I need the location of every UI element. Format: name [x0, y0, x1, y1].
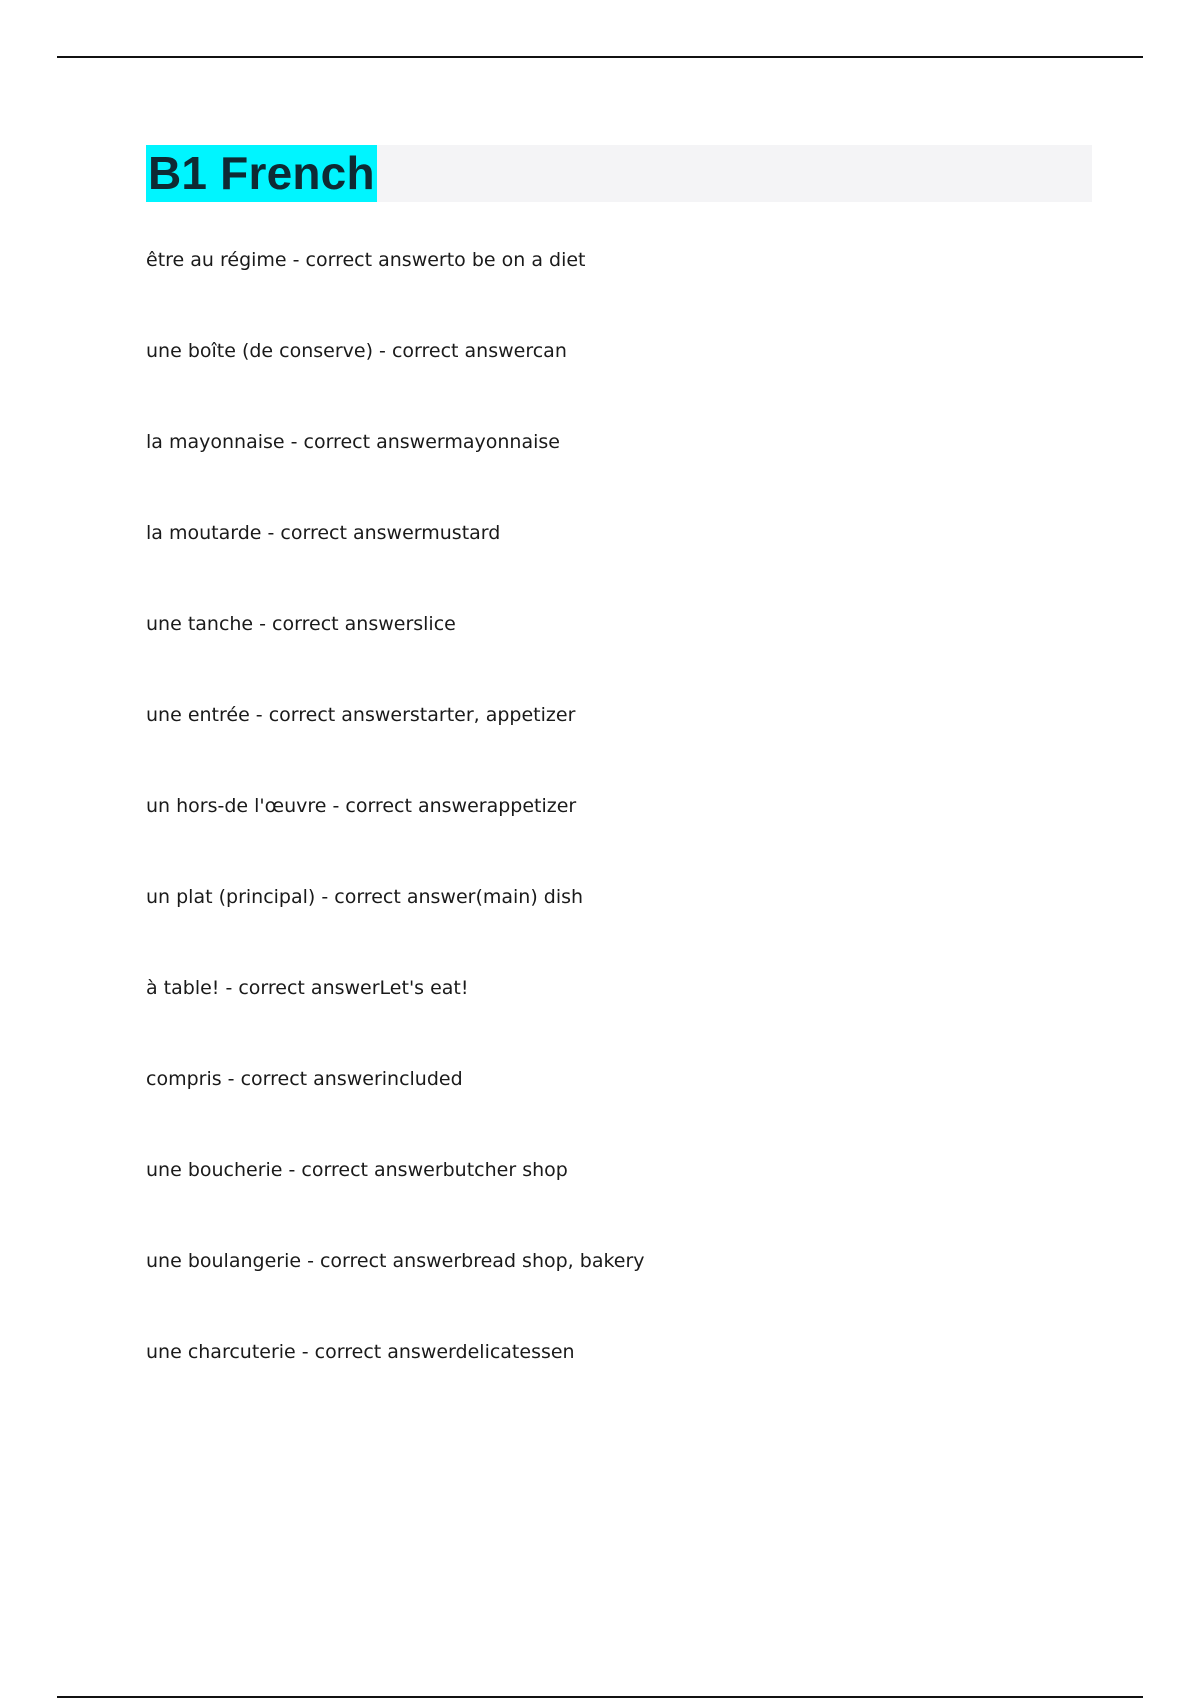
vocabulary-entry: la mayonnaise - correct answermayonnaise — [146, 431, 560, 453]
vocabulary-entry: une charcuterie - correct answerdelicatessen — [146, 1341, 575, 1363]
vocabulary-list — [146, 241, 1092, 1424]
vocabulary-entry: une boîte (de conserve) - correct answercan — [146, 340, 567, 362]
vocabulary-entry: à table! - correct answerLet's eat! — [146, 977, 469, 999]
vocabulary-entry: compris - correct answerincluded — [146, 1068, 463, 1090]
vocabulary-entry: un hors-de l'œuvre - correct answerappetizer — [146, 795, 577, 817]
title-bar — [146, 145, 1092, 202]
vocabulary-entry: être au régime - correct answerto be on a diet — [146, 249, 586, 271]
bottom-rule — [57, 1696, 1143, 1698]
vocabulary-entry: une tanche - correct answerslice — [146, 613, 456, 635]
document-title: B1 French — [146, 145, 377, 202]
vocabulary-entry: une boucherie - correct answerbutcher shop — [146, 1159, 568, 1181]
vocabulary-entry: une boulangerie - correct answerbread shop, bakery — [146, 1250, 645, 1272]
vocabulary-entry: une entrée - correct answerstarter, appetizer — [146, 704, 576, 726]
vocabulary-entry: la moutarde - correct answermustard — [146, 522, 501, 544]
vocabulary-entry: un plat (principal) - correct answer(main) dish — [146, 886, 584, 908]
top-rule — [57, 56, 1143, 58]
